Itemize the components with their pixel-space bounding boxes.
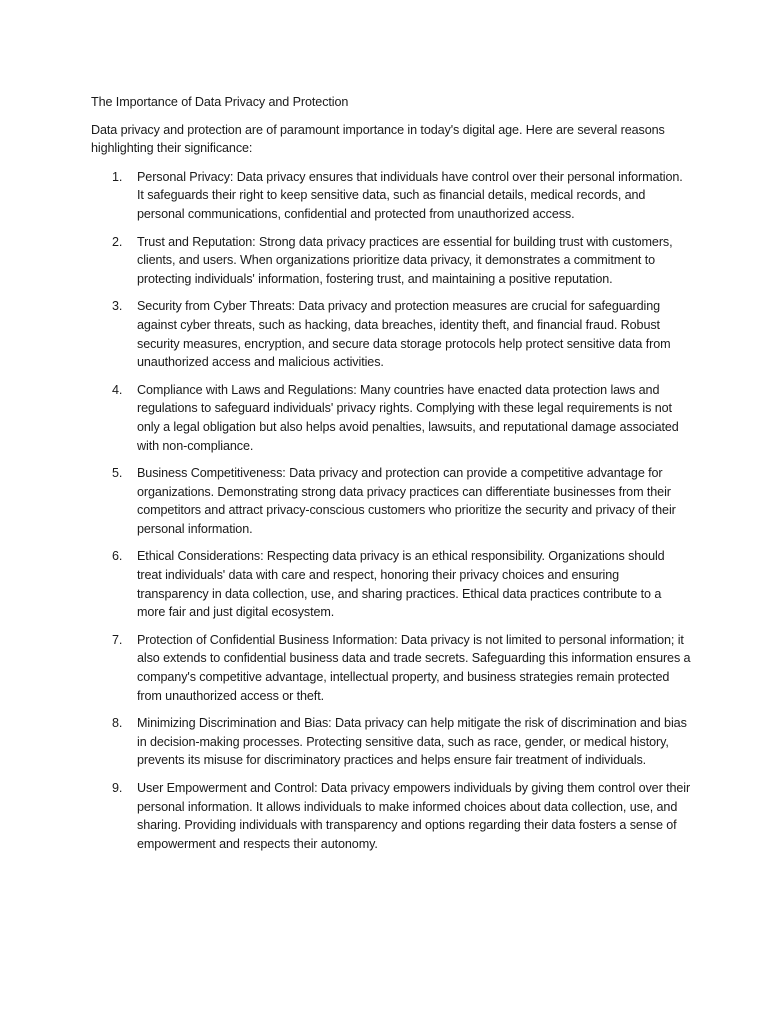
list-item-text: Business Competitiveness: Data privacy and protection can provide a competitive advantage for organizations. Demonstrating strong data privacy practices can differentiate businesses from their competitors and attract privacy-conscious customers who prioritize the security and privacy of their personal information.: [137, 466, 676, 536]
list-item: [91, 631, 691, 705]
document-title: The Importance of Data Privacy and Protection: [91, 95, 349, 109]
list-item-number: 1.: [112, 169, 123, 184]
list-item-number: 3.: [112, 299, 123, 314]
list-item: [91, 168, 691, 224]
list-item-number: 6.: [112, 549, 123, 564]
list-item-text: Minimizing Discrimination and Bias: Data privacy can help mitigate the risk of discrimination and bias in decision-making processes. Protecting sensitive data, such as race, gender, or medical history, prevents its misuse for discriminatory practices and helps ensure fair treatment of individuals.: [137, 716, 687, 768]
list-item-text: Compliance with Laws and Regulations: Many countries have enacted data protection laws and regulations to safeguard individuals' privacy rights. Complying with these legal requirements is not only a legal obligation but also helps avoid penalties, lawsuits, and reputational damage associated with non-compliance.: [137, 382, 679, 453]
list-item-number: 4.: [112, 382, 123, 397]
list-item: [91, 297, 691, 371]
list-item-text: User Empowerment and Control: Data privacy empowers individuals by giving them control over their personal information. It allows individuals to make informed choices about data collection, use, and sharing. Providing individuals with transparency and options regarding their data fosters a sense of empowerment and respects their autonomy.: [137, 781, 691, 851]
list-item-text: Protection of Confidential Business Information: Data privacy is not limited to personal information; it also extends to confidential business data and trade secrets. Safeguarding this information ensures a company's competitive advantage, intellectual property, and business strategies remain protected from unauthorized access or theft.: [137, 632, 691, 703]
list-item: [91, 381, 691, 455]
list-item: [91, 464, 691, 538]
list-item-number: 5.: [112, 466, 123, 481]
intro-paragraph: Data privacy and protection are of paramount importance in today's digital age. Here are several reasons highlighting their significance:: [91, 122, 665, 156]
document-body: [91, 93, 691, 862]
list-item-number: 7.: [112, 632, 123, 647]
list-item: [91, 779, 691, 853]
list-item-text: Personal Privacy: Data privacy ensures that individuals have control over their personal information. It safeguards their right to keep sensitive data, such as financial details, medical records, and personal communications, confidential and protected from unauthorized access.: [137, 169, 683, 221]
list-item-number: 9.: [112, 781, 123, 795]
list-item: [91, 547, 691, 621]
list-item-number: 2.: [112, 234, 123, 249]
list-item-text: Security from Cyber Threats: Data privacy and protection measures are crucial for safeguarding against cyber threats, such as hacking, data breaches, identity theft, and financial fraud. Robust security measures, encryption, and secure data storage protocols help protect sensitive data from unauthorized access and malicious activities.: [137, 299, 671, 370]
list-item-number: 8.: [112, 716, 123, 731]
list-item: [91, 233, 691, 289]
list-item-text: Trust and Reputation: Strong data privacy practices are essential for building trust with customers, clients, and users. When organizations prioritize data privacy, it demonstrates a commitment to protecting individuals' information, fostering trust, and maintaining a positive reputation.: [137, 234, 673, 286]
list-item: [91, 714, 691, 770]
list-item-text: Ethical Considerations: Respecting data privacy is an ethical responsibility. Organizations should treat individuals' data with care and respect, honoring their privacy choices and ensuring transparency in data collection, use, and sharing practices. Ethical data practices contribute to a more fair and just digital ecosystem.: [137, 549, 665, 620]
reasons-list: [91, 168, 691, 854]
